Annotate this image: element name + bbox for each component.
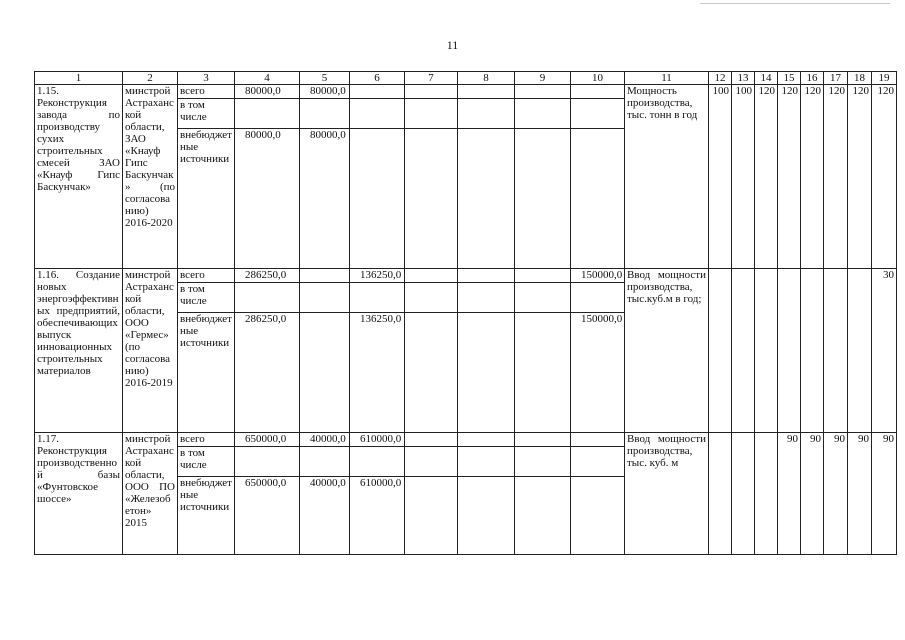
empty-cell [405, 447, 458, 477]
table-row [35, 269, 897, 283]
empty-cell [300, 283, 350, 313]
table-row [35, 433, 897, 447]
year-value-col-18: 90 [848, 433, 872, 555]
empty-cell [571, 283, 625, 313]
year-value-col-18: 120 [848, 85, 872, 269]
empty-cell [405, 283, 458, 313]
label-including: в том числе [178, 283, 235, 313]
empty-cell [300, 447, 350, 477]
amount-total-col-8 [458, 85, 515, 99]
amount-extra-col-5: 80000,0 [300, 129, 350, 269]
empty-cell [350, 447, 405, 477]
column-header-8: 8 [458, 72, 515, 85]
measure-name-cell: 1.16. Создание новых энергоэффективных предприятий, обеспечивающих выпуск инновационных строительных материалов [35, 269, 123, 433]
amount-extra-col-10: 150000,0 [571, 313, 625, 433]
indicator-cell: Ввод мощности производства, тыс.куб.м в год; [625, 269, 709, 433]
column-header-19: 19 [872, 72, 897, 85]
amount-total-col-7 [405, 85, 458, 99]
amount-total-col-9 [515, 85, 571, 99]
program-table [34, 71, 897, 555]
year-value-col-19: 30 [872, 269, 897, 433]
empty-cell [515, 447, 571, 477]
empty-cell [515, 99, 571, 129]
amount-extra-col-9 [515, 477, 571, 555]
year-value-col-13: 100 [732, 85, 755, 269]
year-value-col-15: 120 [778, 85, 801, 269]
column-header-14: 14 [755, 72, 778, 85]
amount-extra-col-10 [571, 129, 625, 269]
amount-extra-col-6 [350, 129, 405, 269]
executor-cell: минстрой Астраханской области, ООО ПО «Железобетон» 2015 [123, 433, 178, 555]
label-including: в том числе [178, 447, 235, 477]
year-value-col-15 [778, 269, 801, 433]
label-including: в том числе [178, 99, 235, 129]
amount-total-col-10 [571, 85, 625, 99]
empty-cell [571, 447, 625, 477]
amount-extra-col-5: 40000,0 [300, 477, 350, 555]
year-value-col-16: 90 [801, 433, 824, 555]
empty-cell [515, 283, 571, 313]
year-value-col-16: 120 [801, 85, 824, 269]
year-value-col-19: 120 [872, 85, 897, 269]
empty-cell [235, 99, 300, 129]
label-total: всего [178, 269, 235, 283]
column-header-9: 9 [515, 72, 571, 85]
empty-cell [350, 99, 405, 129]
year-value-col-12: 100 [709, 85, 732, 269]
label-extra-budget: внебюджетные источники [178, 129, 235, 269]
column-header-13: 13 [732, 72, 755, 85]
year-value-col-15: 90 [778, 433, 801, 555]
amount-extra-col-6: 136250,0 [350, 313, 405, 433]
amount-total-col-5: 40000,0 [300, 433, 350, 447]
amount-extra-col-7 [405, 129, 458, 269]
amount-total-col-4: 80000,0 [235, 85, 300, 99]
year-value-col-13 [732, 269, 755, 433]
empty-cell [350, 283, 405, 313]
column-header-6: 6 [350, 72, 405, 85]
year-value-col-12 [709, 269, 732, 433]
amount-total-col-5 [300, 269, 350, 283]
amount-extra-col-8 [458, 129, 515, 269]
amount-extra-col-8 [458, 477, 515, 555]
amount-total-col-8 [458, 433, 515, 447]
amount-total-col-5: 80000,0 [300, 85, 350, 99]
label-total: всего [178, 433, 235, 447]
amount-extra-col-6: 610000,0 [350, 477, 405, 555]
page-number: 11 [446, 38, 459, 52]
amount-total-col-8 [458, 269, 515, 283]
amount-total-col-7 [405, 433, 458, 447]
column-header-2: 2 [123, 72, 178, 85]
column-header-7: 7 [405, 72, 458, 85]
amount-extra-col-7 [405, 313, 458, 433]
indicator-cell: Ввод мощности производства, тыс. куб. м [625, 433, 709, 555]
measure-name-cell: 1.15. Реконструкция завода по производству сухих строительных смесей ЗАО «Кнауф Гипс Баскунчак» [35, 85, 123, 269]
amount-total-col-4: 650000,0 [235, 433, 300, 447]
year-value-col-14 [755, 269, 778, 433]
year-value-col-13 [732, 433, 755, 555]
executor-cell: минстрой Астраханской области, ЗАО «Кнауф Гипс Баскунчак» (по согласованию) 2016-2020 [123, 85, 178, 269]
empty-cell [235, 447, 300, 477]
executor-cell: минстрой Астраханской области, ООО «Гермес» (по согласованию) 2016-2019 [123, 269, 178, 433]
amount-extra-col-7 [405, 477, 458, 555]
year-value-col-18 [848, 269, 872, 433]
column-header-16: 16 [801, 72, 824, 85]
amount-total-col-6: 136250,0 [350, 269, 405, 283]
column-header-11: 11 [625, 72, 709, 85]
table-row [35, 85, 897, 99]
column-header-15: 15 [778, 72, 801, 85]
column-header-3: 3 [178, 72, 235, 85]
amount-extra-col-10 [571, 477, 625, 555]
empty-cell [405, 99, 458, 129]
column-header-4: 4 [235, 72, 300, 85]
label-extra-budget: внебюджетные источники [178, 313, 235, 433]
year-value-col-14 [755, 433, 778, 555]
amount-total-col-6: 610000,0 [350, 433, 405, 447]
label-total: всего [178, 85, 235, 99]
amount-total-col-10 [571, 433, 625, 447]
amount-total-col-10: 150000,0 [571, 269, 625, 283]
empty-cell [458, 447, 515, 477]
year-value-col-12 [709, 433, 732, 555]
column-header-5: 5 [300, 72, 350, 85]
indicator-cell: Мощность производства, тыс. тонн в год [625, 85, 709, 269]
empty-cell [458, 283, 515, 313]
amount-total-col-4: 286250,0 [235, 269, 300, 283]
column-header-10: 10 [571, 72, 625, 85]
column-header-1: 1 [35, 72, 123, 85]
label-extra-budget: внебюджетные источники [178, 477, 235, 555]
column-header-17: 17 [824, 72, 848, 85]
amount-extra-col-9 [515, 129, 571, 269]
scan-edge-line [700, 3, 890, 4]
empty-cell [458, 99, 515, 129]
empty-cell [571, 99, 625, 129]
amount-total-col-9 [515, 269, 571, 283]
amount-total-col-9 [515, 433, 571, 447]
column-header-12: 12 [709, 72, 732, 85]
amount-extra-col-4: 286250,0 [235, 313, 300, 433]
year-value-col-14: 120 [755, 85, 778, 269]
amount-extra-col-5 [300, 313, 350, 433]
empty-cell [235, 283, 300, 313]
year-value-col-17: 90 [824, 433, 848, 555]
amount-extra-col-8 [458, 313, 515, 433]
year-value-col-16 [801, 269, 824, 433]
measure-name-cell: 1.17. Реконструкция производственной базы «Фунтовское шоссе» [35, 433, 123, 555]
year-value-col-17: 120 [824, 85, 848, 269]
header-row [35, 72, 897, 85]
year-value-col-19: 90 [872, 433, 897, 555]
year-value-col-17 [824, 269, 848, 433]
column-header-18: 18 [848, 72, 872, 85]
amount-extra-col-4: 80000,0 [235, 129, 300, 269]
amount-total-col-6 [350, 85, 405, 99]
amount-total-col-7 [405, 269, 458, 283]
amount-extra-col-9 [515, 313, 571, 433]
amount-extra-col-4: 650000,0 [235, 477, 300, 555]
empty-cell [300, 99, 350, 129]
